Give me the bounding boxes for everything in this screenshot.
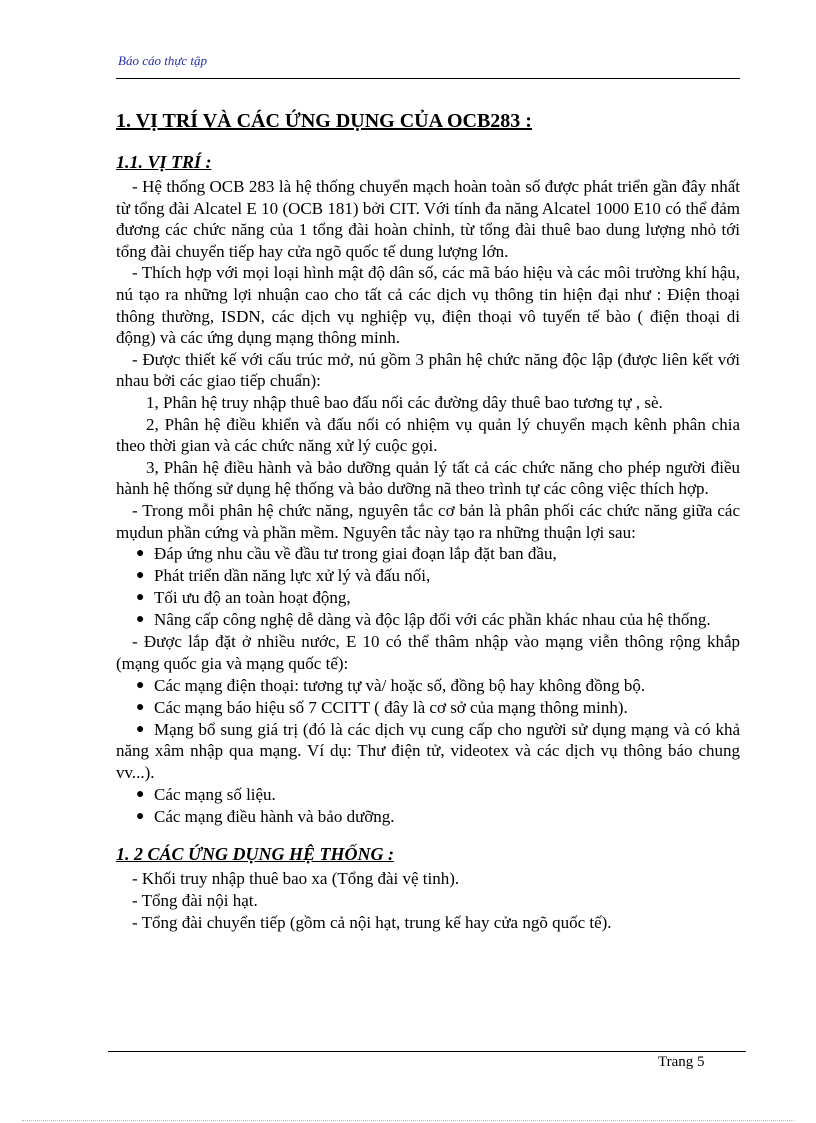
list-item: ● Các mạng báo hiệu số 7 CCITT ( đây là cơ sở của mạng thông minh). xyxy=(136,697,628,717)
footer-divider xyxy=(108,1051,746,1052)
bullet-icon: ● xyxy=(136,590,145,606)
paragraph: - Tổng đài chuyển tiếp (gồm cả nội hạt, trung kế hay cửa ngõ quốc tế). xyxy=(132,912,612,932)
list-item: ● Đáp ứng nhu cầu về đầu tư trong giai đoạn lắp đặt ban đầu, xyxy=(136,544,557,564)
document-body xyxy=(116,108,740,933)
paragraph: - Trong mỗi phân hệ chức năng, nguyên tắc cơ bản là phân phối các chức năng giữa các mụdun phần cứng và phần mềm. Nguyên tắc này tạo ra những thuận lợi sau: xyxy=(116,500,740,542)
numbered-paragraph: 2, Phân hệ điều khiển và đấu nối có nhiệm vụ quản lý chuyển mạch kênh phân chia theo thời gian và các chức năng xử lý cuộc gọi. xyxy=(116,414,740,456)
list-item: ● Nâng cấp công nghệ dễ dàng và độc lập đối với các phần khác nhau của hệ thống. xyxy=(136,610,711,630)
list-item: ● Các mạng điều hành và bảo dưỡng. xyxy=(136,807,395,827)
list-item: ● Tối ưu độ an toàn hoạt động, xyxy=(136,588,351,608)
bullet-icon: ● xyxy=(136,612,145,628)
page-edge xyxy=(22,1120,794,1121)
bullet-icon: ● xyxy=(136,809,145,825)
list-item: ● Các mạng số liệu. xyxy=(136,785,276,805)
header-divider xyxy=(116,78,740,79)
numbered-paragraph: 3, Phân hệ điều hành và bảo dưỡng quản lý tất cả các chức năng cho phép người điều hành hệ thống sử dụng hệ thống và bảo dưỡng nã theo trình tự các công việc thích hợp. xyxy=(116,457,740,499)
bullet-list-advantages xyxy=(116,543,740,631)
page-number: Trang 5 xyxy=(658,1054,705,1070)
bullet-icon: ● xyxy=(136,546,145,562)
paragraph: - Được lắp đặt ở nhiều nước, E 10 có thể thâm nhập vào mạng viễn thông rộng khắp (mạng quốc gia và mạng quốc tế): xyxy=(116,632,740,674)
bullet-icon: ● xyxy=(136,677,145,693)
main-title: 1. VỊ TRÍ VÀ CÁC ỨNG DỤNG CỦA OCB283 : xyxy=(116,110,532,132)
bullet-list-networks xyxy=(116,675,740,829)
list-item: ● Phát triển dần năng lực xử lý và đấu nối, xyxy=(136,566,431,586)
page-header: Báo cáo thực tập xyxy=(118,53,208,68)
bullet-icon: ● xyxy=(136,699,145,715)
list-item: ● Mạng bổ sung giá trị (đó là các dịch vụ cung cấp cho người sử dụng mạng và có khả năng xâm nhập qua mạng. Ví dụ: Thư điện tử, videotex và các dịch vụ thông báo chung vv...). xyxy=(116,719,740,783)
list-item: ● Các mạng điện thoại: tương tự và/ hoặc số, đồng bộ hay không đồng bộ. xyxy=(136,675,646,695)
paragraph: - Tổng đài nội hạt. xyxy=(132,890,258,910)
section-2-heading: 1. 2 CÁC ỨNG DỤNG HỆ THỐNG : xyxy=(116,844,394,865)
bullet-icon: ● xyxy=(136,787,145,803)
bullet-icon: ● xyxy=(136,568,145,584)
section-1-heading: 1.1. VỊ TRÍ : xyxy=(116,152,212,172)
paragraph: - Khối truy nhập thuê bao xa (Tổng đài vệ tinh). xyxy=(132,869,460,889)
paragraph: - Hệ thống OCB 283 là hệ thống chuyển mạch hoàn toàn số được phát triển gần đây nhất từ tổng đài Alcatel E 10 (OCB 181) bởi CIT. Với tính đa năng Alcatel 1000 E10 có thể đảm đương các chức năng của 1 tổng đài hoàn chỉnh, từ tổng đài thuê bao dung lượng nhỏ tới tổng đài chuyển tiếp hay cửa ngõ quốc tế dung lượng lớn. xyxy=(116,177,740,261)
bullet-icon: ● xyxy=(136,721,145,737)
paragraph: - Được thiết kế với cấu trúc mở, nú gồm 3 phân hệ chức năng độc lập (được liên kết với nhau bởi các giao tiếp chuẩn): xyxy=(116,349,740,391)
paragraph: - Thích hợp với mọi loại hình mật độ dân số, các mã báo hiệu và các môi trường khí hậu, nú tạo ra những lợi nhuận cao cho tất cả các dịch vụ thông tin hiện đại như : Điện thoại thông thường, ISDN, các dịch vụ nghiệp vụ, điện thoại vô tuyến tế bào ( điện thoại di động) và các ứng dụng mạng thông minh. xyxy=(116,263,740,348)
numbered-paragraph: 1, Phân hệ truy nhập thuê bao đấu nối các đường dây thuê bao tương tự , sè. xyxy=(146,392,663,412)
